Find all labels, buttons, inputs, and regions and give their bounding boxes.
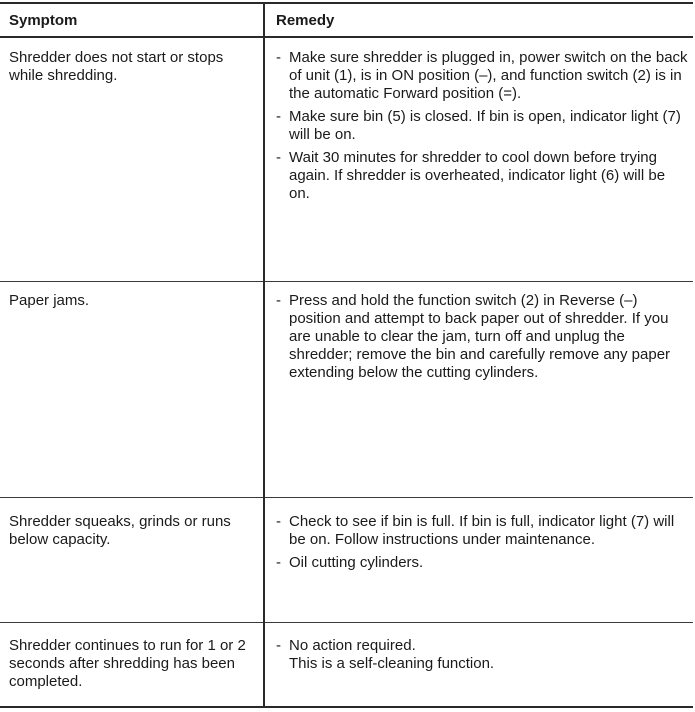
column-divider	[263, 497, 265, 622]
remedy-list	[276, 513, 688, 577]
column-divider	[263, 281, 265, 497]
symptom-cell: Shredder continues to run for 1 or 2 seconds after shredding has been completed.	[9, 637, 246, 690]
remedy-item: - Check to see if bin is full. If bin is full, indicator light (7) will be on. Follow instructions under maintenance.	[276, 513, 675, 548]
row-divider-3	[0, 622, 693, 623]
dash-bullet: -	[276, 554, 281, 571]
remedy-list	[276, 292, 688, 387]
dash-bullet: -	[276, 49, 281, 66]
row-divider-1	[0, 281, 693, 282]
dash-bullet: -	[276, 149, 281, 166]
row-divider-2	[0, 497, 693, 498]
column-divider	[263, 2, 265, 281]
remedy-item: - Press and hold the function switch (2) in Reverse (–) position and attempt to back paper out of shredder. If you are unable to clear the jam, turn off and unplug the shredder; remove the bin and carefully remove any paper extending below the cutting cylinders.	[276, 292, 671, 381]
remedy-item: - Make sure bin (5) is closed. If bin is open, indicator light (7) will be on.	[276, 108, 681, 143]
table-top-rule	[0, 2, 693, 4]
table-bottom-rule	[0, 706, 693, 708]
symptom-cell: Paper jams.	[9, 292, 90, 309]
symptom-cell: Shredder squeaks, grinds or runs below capacity.	[9, 513, 231, 548]
remedy-header: Remedy	[276, 12, 335, 29]
remedy-item: - Make sure shredder is plugged in, power switch on the back of unit (1), is in ON position (–), and function switch (2) is in the automatic Forward position (=).	[276, 49, 688, 102]
remedy-item: - Oil cutting cylinders.	[276, 554, 424, 571]
symptom-header: Symptom	[9, 12, 78, 29]
dash-bullet: -	[276, 292, 281, 309]
dash-bullet: -	[276, 637, 281, 654]
dash-bullet: -	[276, 513, 281, 530]
dash-bullet: -	[276, 108, 281, 125]
symptom-cell: Shredder does not start or stops while shredding.	[9, 49, 224, 84]
remedy-list	[276, 637, 688, 678]
remedy-item: - No action required. This is a self-cleaning function.	[276, 637, 495, 672]
column-divider	[263, 622, 265, 706]
header-bottom-rule	[0, 36, 693, 38]
remedy-list	[276, 49, 688, 208]
remedy-item: - Wait 30 minutes for shredder to cool down before trying again. If shredder is overheated, indicator light (6) will be on.	[276, 149, 666, 202]
